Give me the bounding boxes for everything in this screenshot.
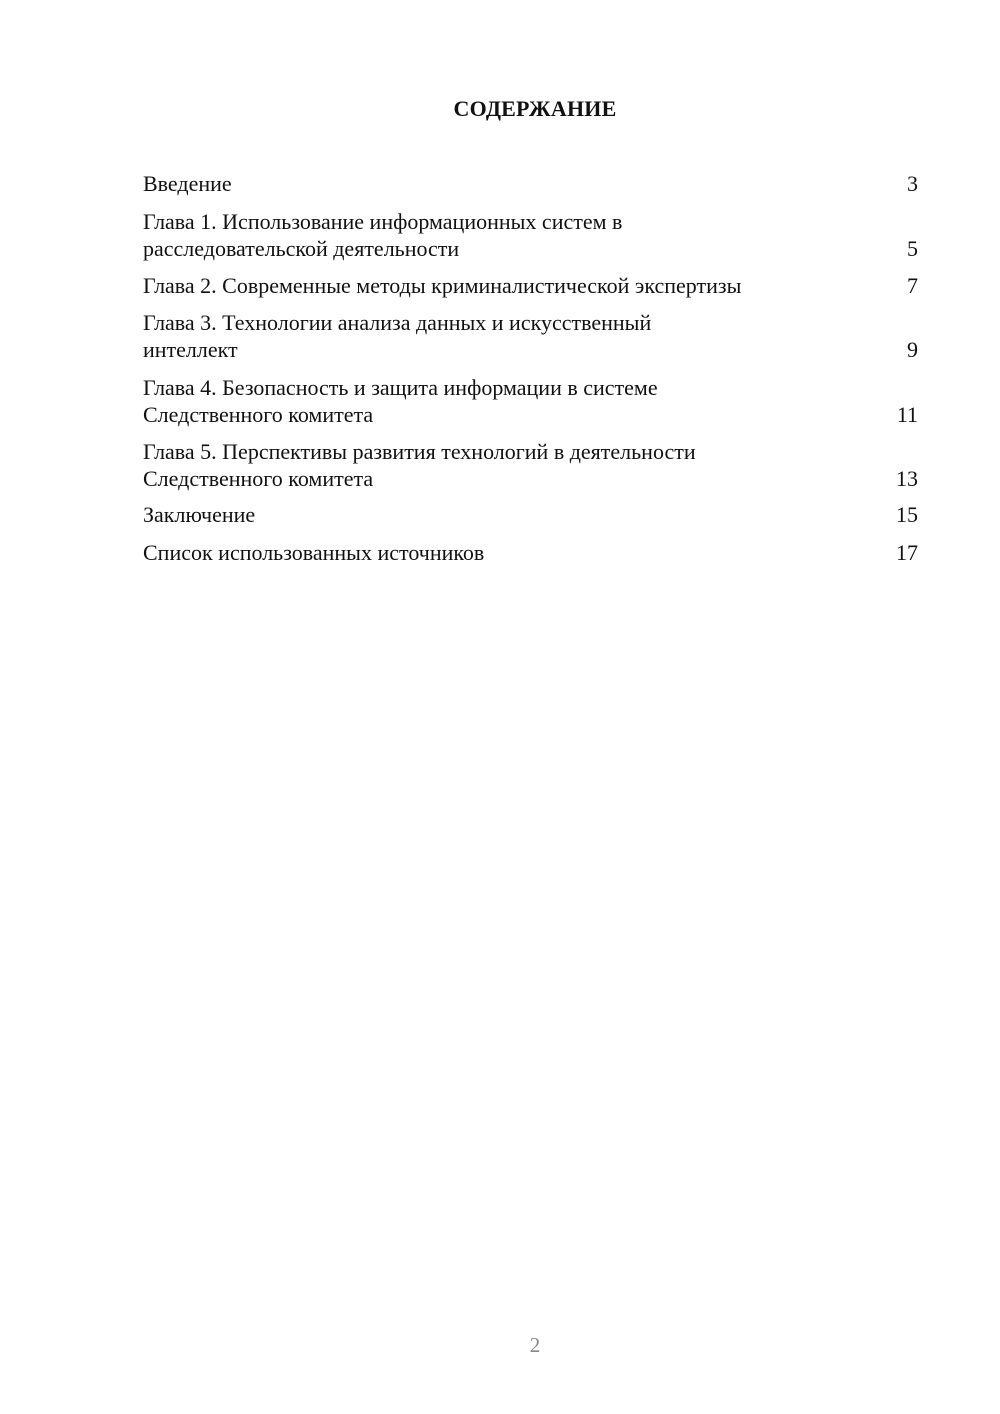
- toc-page-number: 11: [896, 402, 918, 427]
- page-number: 2: [529, 1333, 541, 1357]
- toc-entry: [143, 438, 918, 492]
- toc-entry: [143, 208, 918, 262]
- toc-page-number: 17: [896, 540, 918, 565]
- toc-entry: [143, 170, 918, 197]
- toc-page-number: 9: [907, 337, 918, 362]
- toc-entry-title: Глава 3. Технологии анализа данных и искусственный: [143, 310, 652, 335]
- page-title: СОДЕРЖАНИЕ: [453, 96, 617, 121]
- toc-entry-title: Глава 5. Перспективы развития технологий в деятельности: [143, 439, 696, 464]
- toc-entry-title: Введение: [143, 171, 232, 196]
- toc-entry: [143, 272, 918, 299]
- toc-entry-title: Глава 1. Использование информационных систем в: [143, 209, 623, 234]
- toc-entry: [143, 501, 918, 528]
- toc-entry: [143, 539, 918, 566]
- toc-entry-title-cont: интеллект: [143, 337, 238, 362]
- toc-page-number: 5: [907, 236, 918, 261]
- toc-entry-title: Список использованных источников: [143, 540, 485, 565]
- toc-entry-title-cont: Следственного комитета: [143, 402, 374, 427]
- toc-entry-title-cont: Следственного комитета: [143, 466, 374, 491]
- toc-page-number: 3: [907, 171, 918, 196]
- toc-page-number: 7: [907, 273, 918, 298]
- toc-entry-title: Глава 2. Современные методы криминалистической экспертизы: [143, 273, 742, 298]
- toc-entry-title-cont: расследовательской деятельности: [143, 236, 460, 261]
- toc-page-number: 13: [896, 466, 918, 491]
- toc-page-number: 15: [896, 502, 918, 527]
- toc-entry-title: Глава 4. Безопасность и защита информации в системе: [143, 375, 658, 400]
- toc-entry-title: Заключение: [143, 502, 256, 527]
- toc-entry: [143, 309, 918, 363]
- toc-entry: [143, 374, 918, 428]
